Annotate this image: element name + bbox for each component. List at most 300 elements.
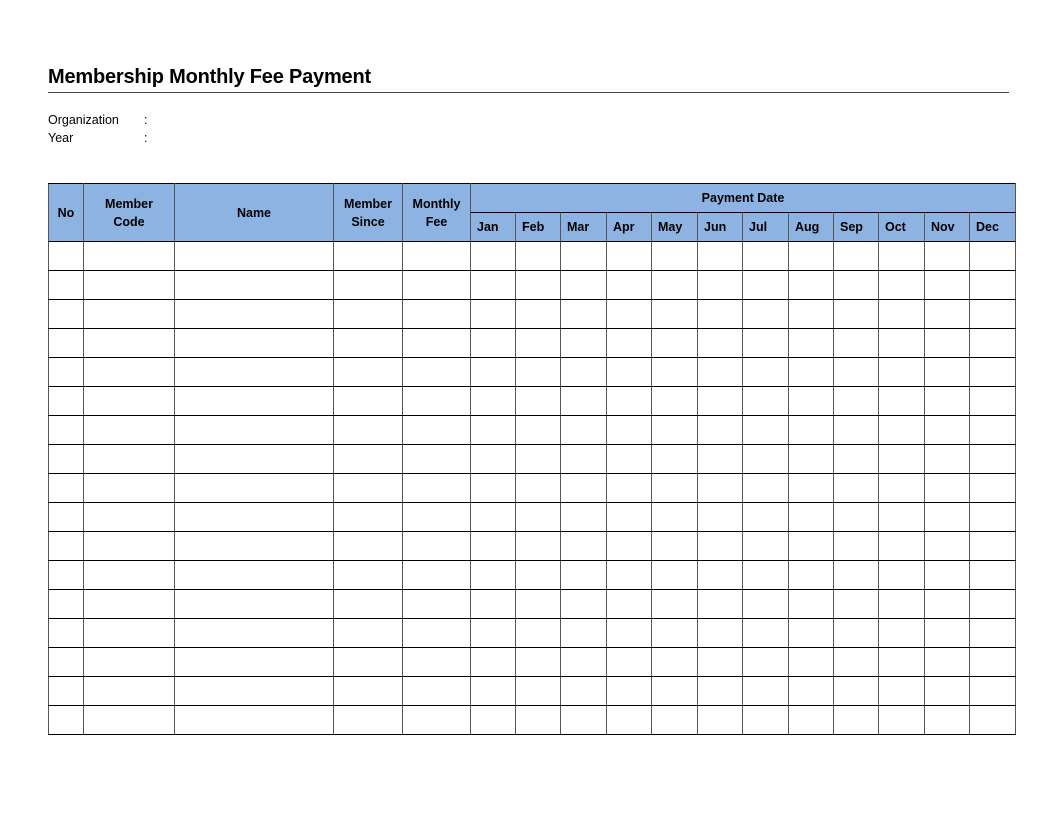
cell-payment-sep[interactable] xyxy=(834,445,879,474)
cell-payment-dec[interactable] xyxy=(970,648,1016,677)
cell-payment-jan[interactable] xyxy=(471,706,516,735)
cell-payment-oct[interactable] xyxy=(879,619,925,648)
cell-payment-mar[interactable] xyxy=(561,561,607,590)
cell-payment-aug[interactable] xyxy=(789,300,834,329)
cell-payment-apr[interactable] xyxy=(607,532,652,561)
cell-payment-dec[interactable] xyxy=(970,271,1016,300)
cell-payment-jul[interactable] xyxy=(743,677,789,706)
cell-payment-mar[interactable] xyxy=(561,532,607,561)
cell-name[interactable] xyxy=(175,706,334,735)
cell-member-code[interactable] xyxy=(84,300,175,329)
cell-member-code[interactable] xyxy=(84,561,175,590)
cell-payment-nov[interactable] xyxy=(925,387,970,416)
cell-payment-jan[interactable] xyxy=(471,445,516,474)
cell-payment-feb[interactable] xyxy=(516,648,561,677)
cell-payment-dec[interactable] xyxy=(970,300,1016,329)
cell-payment-may[interactable] xyxy=(652,503,698,532)
cell-payment-nov[interactable] xyxy=(925,242,970,271)
cell-payment-jun[interactable] xyxy=(698,648,743,677)
cell-payment-may[interactable] xyxy=(652,590,698,619)
cell-payment-jan[interactable] xyxy=(471,677,516,706)
cell-payment-dec[interactable] xyxy=(970,445,1016,474)
cell-member-since[interactable] xyxy=(334,503,403,532)
cell-payment-apr[interactable] xyxy=(607,706,652,735)
cell-payment-dec[interactable] xyxy=(970,503,1016,532)
cell-monthly-fee[interactable] xyxy=(403,271,471,300)
cell-payment-feb[interactable] xyxy=(516,677,561,706)
cell-payment-aug[interactable] xyxy=(789,677,834,706)
cell-payment-oct[interactable] xyxy=(879,590,925,619)
cell-no[interactable] xyxy=(49,242,84,271)
cell-member-code[interactable] xyxy=(84,329,175,358)
cell-payment-aug[interactable] xyxy=(789,561,834,590)
cell-monthly-fee[interactable] xyxy=(403,474,471,503)
cell-name[interactable] xyxy=(175,561,334,590)
cell-member-code[interactable] xyxy=(84,416,175,445)
cell-payment-apr[interactable] xyxy=(607,387,652,416)
header-no: No xyxy=(49,184,84,242)
cell-no[interactable] xyxy=(49,503,84,532)
cell-payment-oct[interactable] xyxy=(879,271,925,300)
cell-payment-aug[interactable] xyxy=(789,387,834,416)
cell-payment-jul[interactable] xyxy=(743,619,789,648)
cell-payment-jan[interactable] xyxy=(471,648,516,677)
cell-payment-feb[interactable] xyxy=(516,619,561,648)
cell-no[interactable] xyxy=(49,300,84,329)
cell-member-since[interactable] xyxy=(334,329,403,358)
cell-name[interactable] xyxy=(175,677,334,706)
cell-payment-sep[interactable] xyxy=(834,590,879,619)
cell-payment-mar[interactable] xyxy=(561,474,607,503)
cell-name[interactable] xyxy=(175,358,334,387)
cell-member-code[interactable] xyxy=(84,445,175,474)
cell-payment-jun[interactable] xyxy=(698,561,743,590)
cell-member-code[interactable] xyxy=(84,619,175,648)
cell-payment-sep[interactable] xyxy=(834,503,879,532)
cell-payment-oct[interactable] xyxy=(879,474,925,503)
cell-monthly-fee[interactable] xyxy=(403,387,471,416)
cell-no[interactable] xyxy=(49,561,84,590)
cell-payment-nov[interactable] xyxy=(925,648,970,677)
cell-member-since[interactable] xyxy=(334,474,403,503)
cell-payment-dec[interactable] xyxy=(970,242,1016,271)
cell-payment-feb[interactable] xyxy=(516,358,561,387)
cell-payment-jul[interactable] xyxy=(743,590,789,619)
cell-payment-dec[interactable] xyxy=(970,387,1016,416)
cell-monthly-fee[interactable] xyxy=(403,445,471,474)
cell-no[interactable] xyxy=(49,358,84,387)
cell-name[interactable] xyxy=(175,242,334,271)
cell-payment-aug[interactable] xyxy=(789,358,834,387)
cell-member-code[interactable] xyxy=(84,271,175,300)
cell-payment-jan[interactable] xyxy=(471,503,516,532)
cell-member-since[interactable] xyxy=(334,416,403,445)
cell-payment-jul[interactable] xyxy=(743,532,789,561)
document-title: Membership Monthly Fee Payment xyxy=(48,66,371,88)
cell-member-code[interactable] xyxy=(84,242,175,271)
cell-no[interactable] xyxy=(49,445,84,474)
cell-payment-dec[interactable] xyxy=(970,474,1016,503)
cell-member-since[interactable] xyxy=(334,532,403,561)
cell-payment-nov[interactable] xyxy=(925,300,970,329)
cell-payment-jun[interactable] xyxy=(698,619,743,648)
cell-payment-feb[interactable] xyxy=(516,532,561,561)
cell-payment-jul[interactable] xyxy=(743,445,789,474)
cell-payment-jan[interactable] xyxy=(471,358,516,387)
cell-payment-feb[interactable] xyxy=(516,445,561,474)
cell-payment-feb[interactable] xyxy=(516,590,561,619)
cell-payment-aug[interactable] xyxy=(789,590,834,619)
cell-member-since[interactable] xyxy=(334,561,403,590)
cell-member-code[interactable] xyxy=(84,503,175,532)
cell-monthly-fee[interactable] xyxy=(403,590,471,619)
cell-payment-dec[interactable] xyxy=(970,329,1016,358)
cell-payment-jun[interactable] xyxy=(698,532,743,561)
cell-monthly-fee[interactable] xyxy=(403,416,471,445)
cell-no[interactable] xyxy=(49,590,84,619)
year-field xyxy=(48,131,147,145)
cell-payment-apr[interactable] xyxy=(607,358,652,387)
cell-payment-may[interactable] xyxy=(652,271,698,300)
cell-name[interactable] xyxy=(175,329,334,358)
cell-payment-feb[interactable] xyxy=(516,503,561,532)
cell-payment-sep[interactable] xyxy=(834,300,879,329)
cell-payment-sep[interactable] xyxy=(834,561,879,590)
cell-payment-may[interactable] xyxy=(652,445,698,474)
cell-payment-jan[interactable] xyxy=(471,561,516,590)
cell-payment-jan[interactable] xyxy=(471,474,516,503)
cell-payment-may[interactable] xyxy=(652,387,698,416)
cell-payment-may[interactable] xyxy=(652,416,698,445)
cell-payment-sep[interactable] xyxy=(834,358,879,387)
cell-payment-sep[interactable] xyxy=(834,387,879,416)
cell-payment-apr[interactable] xyxy=(607,561,652,590)
cell-monthly-fee[interactable] xyxy=(403,561,471,590)
cell-member-since[interactable] xyxy=(334,677,403,706)
cell-payment-may[interactable] xyxy=(652,706,698,735)
cell-payment-nov[interactable] xyxy=(925,532,970,561)
cell-payment-oct[interactable] xyxy=(879,648,925,677)
cell-payment-aug[interactable] xyxy=(789,242,834,271)
cell-payment-jul[interactable] xyxy=(743,358,789,387)
cell-payment-aug[interactable] xyxy=(789,329,834,358)
cell-payment-mar[interactable] xyxy=(561,677,607,706)
cell-no[interactable] xyxy=(49,387,84,416)
cell-payment-oct[interactable] xyxy=(879,242,925,271)
table-row xyxy=(49,474,1016,503)
cell-payment-nov[interactable] xyxy=(925,561,970,590)
cell-payment-nov[interactable] xyxy=(925,619,970,648)
cell-payment-mar[interactable] xyxy=(561,648,607,677)
cell-payment-nov[interactable] xyxy=(925,590,970,619)
cell-payment-mar[interactable] xyxy=(561,387,607,416)
cell-payment-may[interactable] xyxy=(652,677,698,706)
cell-name[interactable] xyxy=(175,416,334,445)
cell-monthly-fee[interactable] xyxy=(403,503,471,532)
cell-name[interactable] xyxy=(175,590,334,619)
cell-payment-feb[interactable] xyxy=(516,300,561,329)
cell-payment-jan[interactable] xyxy=(471,590,516,619)
cell-no[interactable] xyxy=(49,416,84,445)
cell-payment-mar[interactable] xyxy=(561,358,607,387)
cell-payment-oct[interactable] xyxy=(879,503,925,532)
cell-member-code[interactable] xyxy=(84,706,175,735)
cell-name[interactable] xyxy=(175,474,334,503)
cell-payment-jan[interactable] xyxy=(471,271,516,300)
cell-member-code[interactable] xyxy=(84,590,175,619)
cell-payment-sep[interactable] xyxy=(834,474,879,503)
cell-payment-aug[interactable] xyxy=(789,503,834,532)
cell-payment-jul[interactable] xyxy=(743,561,789,590)
cell-payment-oct[interactable] xyxy=(879,358,925,387)
cell-payment-oct[interactable] xyxy=(879,561,925,590)
cell-payment-jun[interactable] xyxy=(698,474,743,503)
cell-payment-feb[interactable] xyxy=(516,706,561,735)
cell-payment-jul[interactable] xyxy=(743,416,789,445)
cell-payment-apr[interactable] xyxy=(607,474,652,503)
cell-payment-sep[interactable] xyxy=(834,706,879,735)
cell-payment-aug[interactable] xyxy=(789,445,834,474)
cell-member-since[interactable] xyxy=(334,619,403,648)
cell-monthly-fee[interactable] xyxy=(403,329,471,358)
cell-member-since[interactable] xyxy=(334,271,403,300)
cell-payment-may[interactable] xyxy=(652,619,698,648)
cell-payment-nov[interactable] xyxy=(925,706,970,735)
cell-payment-dec[interactable] xyxy=(970,358,1016,387)
cell-name[interactable] xyxy=(175,532,334,561)
cell-payment-may[interactable] xyxy=(652,329,698,358)
cell-monthly-fee[interactable] xyxy=(403,677,471,706)
cell-payment-jul[interactable] xyxy=(743,474,789,503)
cell-monthly-fee[interactable] xyxy=(403,300,471,329)
cell-name[interactable] xyxy=(175,619,334,648)
cell-no[interactable] xyxy=(49,329,84,358)
cell-name[interactable] xyxy=(175,300,334,329)
cell-member-since[interactable] xyxy=(334,590,403,619)
cell-payment-dec[interactable] xyxy=(970,619,1016,648)
cell-payment-feb[interactable] xyxy=(516,474,561,503)
cell-name[interactable] xyxy=(175,503,334,532)
cell-no[interactable] xyxy=(49,706,84,735)
cell-member-since[interactable] xyxy=(334,648,403,677)
organization-field xyxy=(48,113,147,127)
cell-member-since[interactable] xyxy=(334,706,403,735)
cell-member-since[interactable] xyxy=(334,242,403,271)
cell-payment-nov[interactable] xyxy=(925,503,970,532)
cell-payment-sep[interactable] xyxy=(834,271,879,300)
cell-payment-jun[interactable] xyxy=(698,677,743,706)
cell-payment-feb[interactable] xyxy=(516,271,561,300)
cell-payment-nov[interactable] xyxy=(925,677,970,706)
cell-payment-jul[interactable] xyxy=(743,648,789,677)
cell-payment-jul[interactable] xyxy=(743,387,789,416)
cell-monthly-fee[interactable] xyxy=(403,706,471,735)
cell-payment-jan[interactable] xyxy=(471,329,516,358)
cell-monthly-fee[interactable] xyxy=(403,648,471,677)
cell-member-since[interactable] xyxy=(334,358,403,387)
cell-payment-jul[interactable] xyxy=(743,329,789,358)
cell-payment-oct[interactable] xyxy=(879,416,925,445)
cell-payment-may[interactable] xyxy=(652,561,698,590)
cell-member-since[interactable] xyxy=(334,300,403,329)
cell-payment-jan[interactable] xyxy=(471,300,516,329)
cell-payment-jun[interactable] xyxy=(698,445,743,474)
cell-payment-apr[interactable] xyxy=(607,416,652,445)
table-row xyxy=(49,445,1016,474)
cell-payment-jul[interactable] xyxy=(743,706,789,735)
cell-payment-jun[interactable] xyxy=(698,503,743,532)
cell-payment-mar[interactable] xyxy=(561,445,607,474)
cell-payment-sep[interactable] xyxy=(834,242,879,271)
cell-no[interactable] xyxy=(49,677,84,706)
cell-member-code[interactable] xyxy=(84,532,175,561)
cell-payment-oct[interactable] xyxy=(879,706,925,735)
cell-payment-jun[interactable] xyxy=(698,387,743,416)
header-month-nov: Nov xyxy=(925,213,970,242)
cell-no[interactable] xyxy=(49,648,84,677)
cell-payment-feb[interactable] xyxy=(516,387,561,416)
cell-payment-mar[interactable] xyxy=(561,503,607,532)
cell-payment-apr[interactable] xyxy=(607,445,652,474)
cell-monthly-fee[interactable] xyxy=(403,242,471,271)
cell-payment-jan[interactable] xyxy=(471,532,516,561)
table-row xyxy=(49,532,1016,561)
cell-payment-oct[interactable] xyxy=(879,387,925,416)
cell-payment-jun[interactable] xyxy=(698,271,743,300)
cell-payment-apr[interactable] xyxy=(607,271,652,300)
cell-no[interactable] xyxy=(49,474,84,503)
cell-payment-feb[interactable] xyxy=(516,416,561,445)
cell-payment-may[interactable] xyxy=(652,300,698,329)
cell-monthly-fee[interactable] xyxy=(403,532,471,561)
cell-payment-oct[interactable] xyxy=(879,677,925,706)
cell-payment-may[interactable] xyxy=(652,648,698,677)
cell-payment-oct[interactable] xyxy=(879,445,925,474)
cell-member-since[interactable] xyxy=(334,445,403,474)
header-month-apr: Apr xyxy=(607,213,652,242)
cell-payment-apr[interactable] xyxy=(607,677,652,706)
cell-payment-sep[interactable] xyxy=(834,416,879,445)
cell-payment-apr[interactable] xyxy=(607,503,652,532)
cell-payment-jun[interactable] xyxy=(698,329,743,358)
cell-member-code[interactable] xyxy=(84,677,175,706)
cell-payment-apr[interactable] xyxy=(607,242,652,271)
cell-payment-apr[interactable] xyxy=(607,619,652,648)
cell-name[interactable] xyxy=(175,648,334,677)
cell-no[interactable] xyxy=(49,619,84,648)
cell-payment-jul[interactable] xyxy=(743,242,789,271)
cell-payment-dec[interactable] xyxy=(970,561,1016,590)
cell-name[interactable] xyxy=(175,445,334,474)
cell-payment-apr[interactable] xyxy=(607,300,652,329)
cell-payment-nov[interactable] xyxy=(925,329,970,358)
cell-payment-dec[interactable] xyxy=(970,677,1016,706)
cell-payment-mar[interactable] xyxy=(561,271,607,300)
cell-payment-apr[interactable] xyxy=(607,648,652,677)
cell-payment-jun[interactable] xyxy=(698,416,743,445)
cell-payment-oct[interactable] xyxy=(879,532,925,561)
cell-monthly-fee[interactable] xyxy=(403,619,471,648)
cell-member-code[interactable] xyxy=(84,358,175,387)
cell-payment-nov[interactable] xyxy=(925,445,970,474)
cell-no[interactable] xyxy=(49,532,84,561)
cell-payment-jul[interactable] xyxy=(743,503,789,532)
cell-payment-feb[interactable] xyxy=(516,329,561,358)
cell-member-code[interactable] xyxy=(84,387,175,416)
cell-payment-jun[interactable] xyxy=(698,590,743,619)
cell-payment-oct[interactable] xyxy=(879,300,925,329)
cell-payment-jun[interactable] xyxy=(698,242,743,271)
cell-payment-jan[interactable] xyxy=(471,416,516,445)
cell-payment-dec[interactable] xyxy=(970,416,1016,445)
cell-payment-apr[interactable] xyxy=(607,329,652,358)
cell-payment-jun[interactable] xyxy=(698,358,743,387)
cell-payment-oct[interactable] xyxy=(879,329,925,358)
cell-payment-mar[interactable] xyxy=(561,329,607,358)
cell-payment-feb[interactable] xyxy=(516,561,561,590)
header-member-since xyxy=(334,184,403,242)
cell-member-since[interactable] xyxy=(334,387,403,416)
cell-payment-may[interactable] xyxy=(652,532,698,561)
cell-payment-aug[interactable] xyxy=(789,271,834,300)
cell-payment-may[interactable] xyxy=(652,358,698,387)
cell-payment-aug[interactable] xyxy=(789,474,834,503)
cell-no[interactable] xyxy=(49,271,84,300)
cell-payment-sep[interactable] xyxy=(834,619,879,648)
cell-payment-sep[interactable] xyxy=(834,677,879,706)
cell-payment-dec[interactable] xyxy=(970,706,1016,735)
cell-payment-dec[interactable] xyxy=(970,590,1016,619)
cell-payment-jul[interactable] xyxy=(743,271,789,300)
cell-payment-may[interactable] xyxy=(652,242,698,271)
cell-payment-feb[interactable] xyxy=(516,242,561,271)
cell-payment-nov[interactable] xyxy=(925,416,970,445)
cell-name[interactable] xyxy=(175,271,334,300)
cell-payment-aug[interactable] xyxy=(789,532,834,561)
cell-payment-sep[interactable] xyxy=(834,329,879,358)
cell-name[interactable] xyxy=(175,387,334,416)
cell-payment-jul[interactable] xyxy=(743,300,789,329)
cell-payment-nov[interactable] xyxy=(925,474,970,503)
cell-payment-aug[interactable] xyxy=(789,706,834,735)
cell-payment-jun[interactable] xyxy=(698,300,743,329)
cell-payment-jun[interactable] xyxy=(698,706,743,735)
cell-payment-sep[interactable] xyxy=(834,648,879,677)
cell-payment-jan[interactable] xyxy=(471,387,516,416)
cell-payment-jan[interactable] xyxy=(471,619,516,648)
header-name: Name xyxy=(175,184,334,242)
cell-payment-mar[interactable] xyxy=(561,706,607,735)
cell-payment-mar[interactable] xyxy=(561,242,607,271)
cell-member-code[interactable] xyxy=(84,648,175,677)
cell-payment-jan[interactable] xyxy=(471,242,516,271)
cell-payment-may[interactable] xyxy=(652,474,698,503)
cell-payment-nov[interactable] xyxy=(925,271,970,300)
cell-member-code[interactable] xyxy=(84,474,175,503)
cell-payment-aug[interactable] xyxy=(789,416,834,445)
cell-payment-mar[interactable] xyxy=(561,619,607,648)
cell-payment-apr[interactable] xyxy=(607,590,652,619)
cell-payment-sep[interactable] xyxy=(834,532,879,561)
cell-payment-mar[interactable] xyxy=(561,416,607,445)
cell-payment-aug[interactable] xyxy=(789,619,834,648)
cell-payment-dec[interactable] xyxy=(970,532,1016,561)
cell-monthly-fee[interactable] xyxy=(403,358,471,387)
cell-payment-aug[interactable] xyxy=(789,648,834,677)
cell-payment-mar[interactable] xyxy=(561,590,607,619)
cell-payment-mar[interactable] xyxy=(561,300,607,329)
cell-payment-nov[interactable] xyxy=(925,358,970,387)
